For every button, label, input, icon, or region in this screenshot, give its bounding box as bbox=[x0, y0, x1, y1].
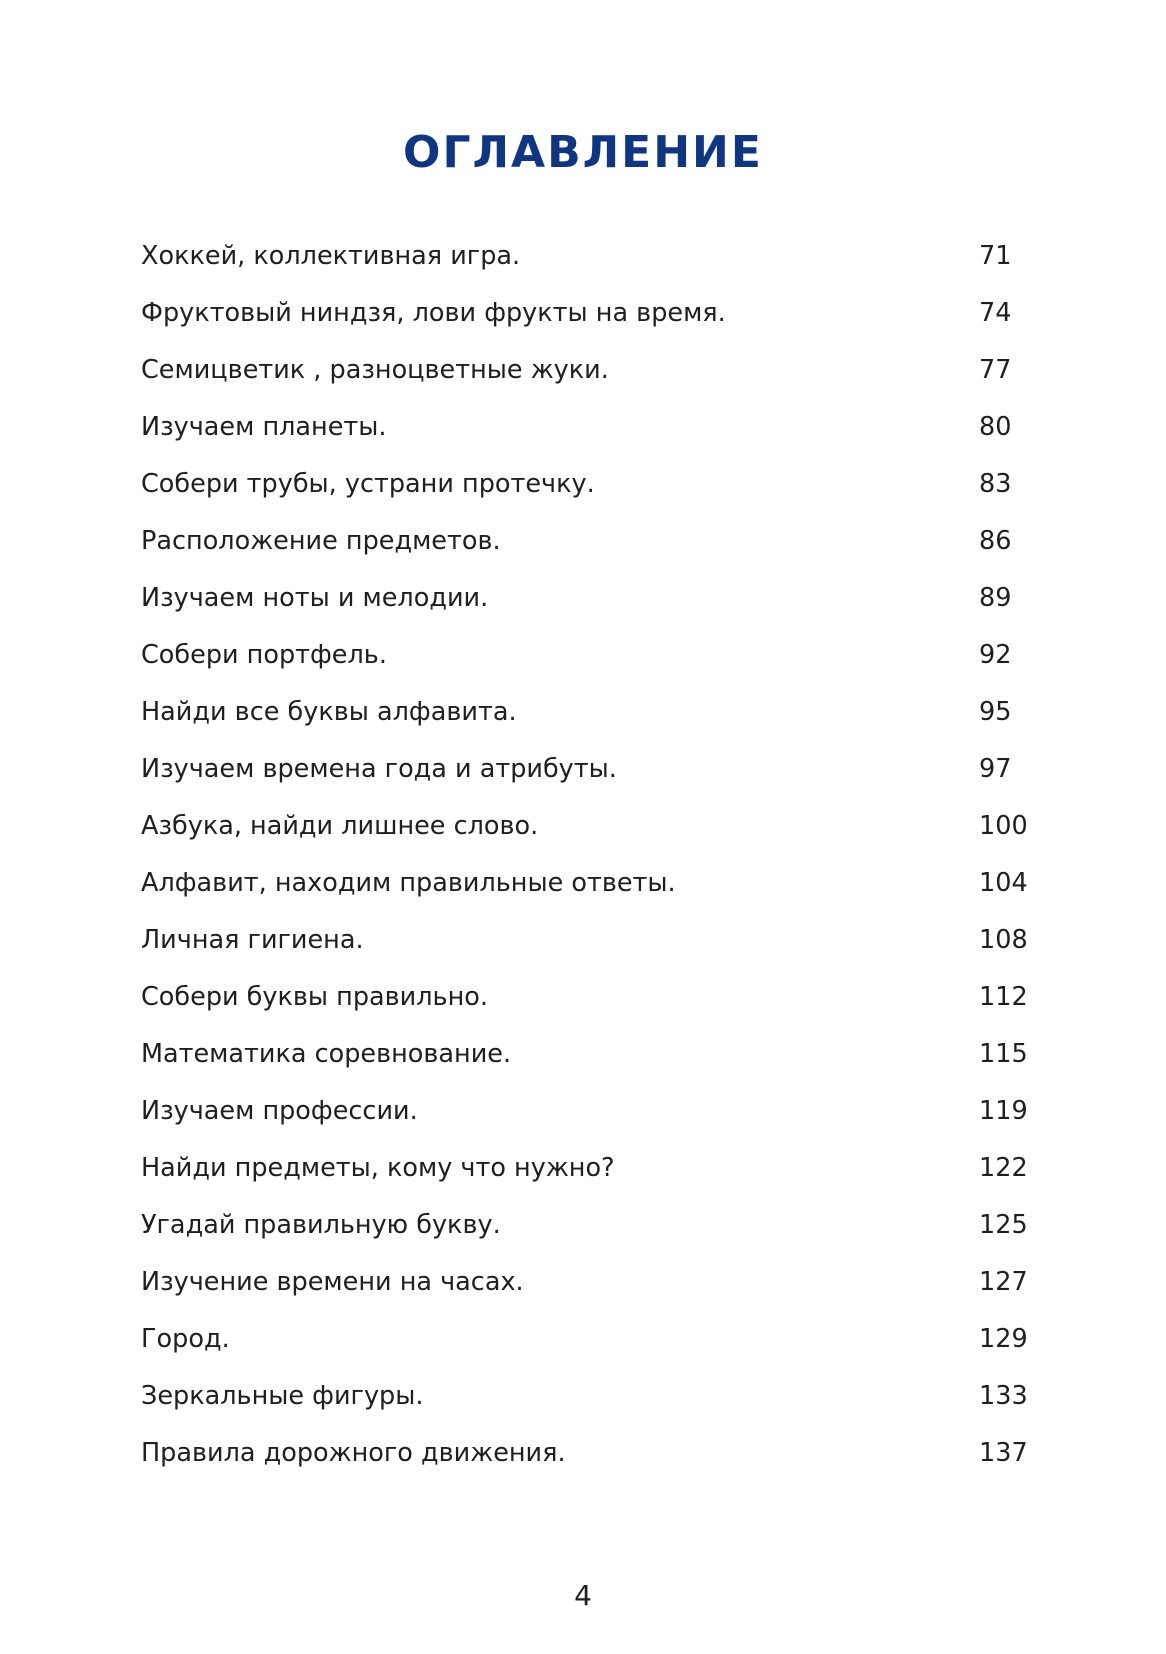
toc-entry-title: Азбука, найди лишнее слово. bbox=[141, 811, 539, 841]
toc-entry bbox=[141, 399, 1021, 456]
toc-entry-title: Угадай правильную букву. bbox=[141, 1210, 501, 1240]
toc-entry-title: Изучаем планеты. bbox=[141, 412, 387, 442]
toc-entry-title: Изучаем профессии. bbox=[141, 1096, 418, 1126]
toc-entry-page: 137 bbox=[979, 1438, 1028, 1468]
toc-entry-title: Изучаем ноты и мелодии. bbox=[141, 583, 489, 613]
toc-entry-page: 133 bbox=[979, 1381, 1028, 1411]
toc-entry-title: Город. bbox=[141, 1324, 230, 1354]
toc-entry-page: 86 bbox=[979, 526, 1012, 556]
table-of-contents bbox=[141, 228, 1028, 1482]
toc-entry-page: 71 bbox=[979, 241, 1012, 271]
toc-entry bbox=[141, 969, 1028, 1026]
toc-entry bbox=[141, 741, 1021, 798]
toc-entry-title: Расположение предметов. bbox=[141, 526, 501, 556]
toc-entry-title: Собери буквы правильно. bbox=[141, 982, 488, 1012]
toc-entry bbox=[141, 855, 1028, 912]
toc-entry-title: Математика соревнование. bbox=[141, 1039, 512, 1069]
toc-entry bbox=[141, 798, 1028, 855]
toc-entry bbox=[141, 1026, 1028, 1083]
toc-entry-title: Личная гигиена. bbox=[141, 925, 364, 955]
toc-entry bbox=[141, 285, 1021, 342]
toc-entry-page: 97 bbox=[979, 754, 1012, 784]
toc-entry bbox=[141, 684, 1021, 741]
toc-entry-title: Найди предметы, кому что нужно? bbox=[141, 1153, 615, 1183]
toc-entry bbox=[141, 1083, 1028, 1140]
toc-entry-title: Алфавит, находим правильные ответы. bbox=[141, 868, 676, 898]
toc-entry-page: 95 bbox=[979, 697, 1012, 727]
toc-entry-title: Изучаем времена года и атрибуты. bbox=[141, 754, 617, 784]
toc-entry-page: 108 bbox=[979, 925, 1028, 955]
toc-entry-page: 119 bbox=[979, 1096, 1028, 1126]
toc-entry-title: Изучение времени на часах. bbox=[141, 1267, 524, 1297]
toc-entry-page: 74 bbox=[979, 298, 1012, 328]
toc-entry-page: 127 bbox=[979, 1267, 1028, 1297]
toc-entry-page: 92 bbox=[979, 640, 1012, 670]
page-title: ОГЛАВЛЕНИЕ bbox=[403, 127, 763, 178]
toc-entry-page: 129 bbox=[979, 1324, 1028, 1354]
toc-entry-title: Найди все буквы алфавита. bbox=[141, 697, 517, 727]
toc-entry bbox=[141, 1197, 1028, 1254]
toc-entry-title: Правила дорожного движения. bbox=[141, 1438, 566, 1468]
toc-entry-page: 125 bbox=[979, 1210, 1028, 1240]
toc-entry-page: 104 bbox=[979, 868, 1028, 898]
toc-entry-title: Собери портфель. bbox=[141, 640, 387, 670]
toc-entry-page: 100 bbox=[979, 811, 1028, 841]
toc-entry-page: 77 bbox=[979, 355, 1012, 385]
toc-entry-title: Собери трубы, устрани протечку. bbox=[141, 469, 595, 499]
toc-entry-title: Зеркальные фигуры. bbox=[141, 1381, 424, 1411]
toc-entry bbox=[141, 1254, 1028, 1311]
toc-entry-page: 122 bbox=[979, 1153, 1028, 1183]
toc-entry bbox=[141, 570, 1021, 627]
toc-entry bbox=[141, 1140, 1028, 1197]
toc-entry bbox=[141, 1425, 1028, 1482]
page-number: 4 bbox=[574, 1579, 592, 1612]
toc-entry-title: Хоккей, коллективная игра. bbox=[141, 241, 521, 271]
toc-entry-title: Фруктовый ниндзя, лови фрукты на время. bbox=[141, 298, 726, 328]
toc-entry bbox=[141, 1311, 1028, 1368]
toc-entry-page: 115 bbox=[979, 1039, 1028, 1069]
toc-entry bbox=[141, 456, 1021, 513]
toc-entry bbox=[141, 342, 1021, 399]
toc-entry bbox=[141, 228, 1021, 285]
toc-entry bbox=[141, 513, 1021, 570]
toc-entry bbox=[141, 912, 1028, 969]
toc-entry bbox=[141, 627, 1021, 684]
toc-entry bbox=[141, 1368, 1028, 1425]
toc-entry-page: 112 bbox=[979, 982, 1028, 1012]
toc-entry-page: 83 bbox=[979, 469, 1012, 499]
toc-entry-page: 89 bbox=[979, 583, 1012, 613]
toc-entry-title: Семицветик , разноцветные жуки. bbox=[141, 355, 609, 385]
toc-entry-page: 80 bbox=[979, 412, 1012, 442]
